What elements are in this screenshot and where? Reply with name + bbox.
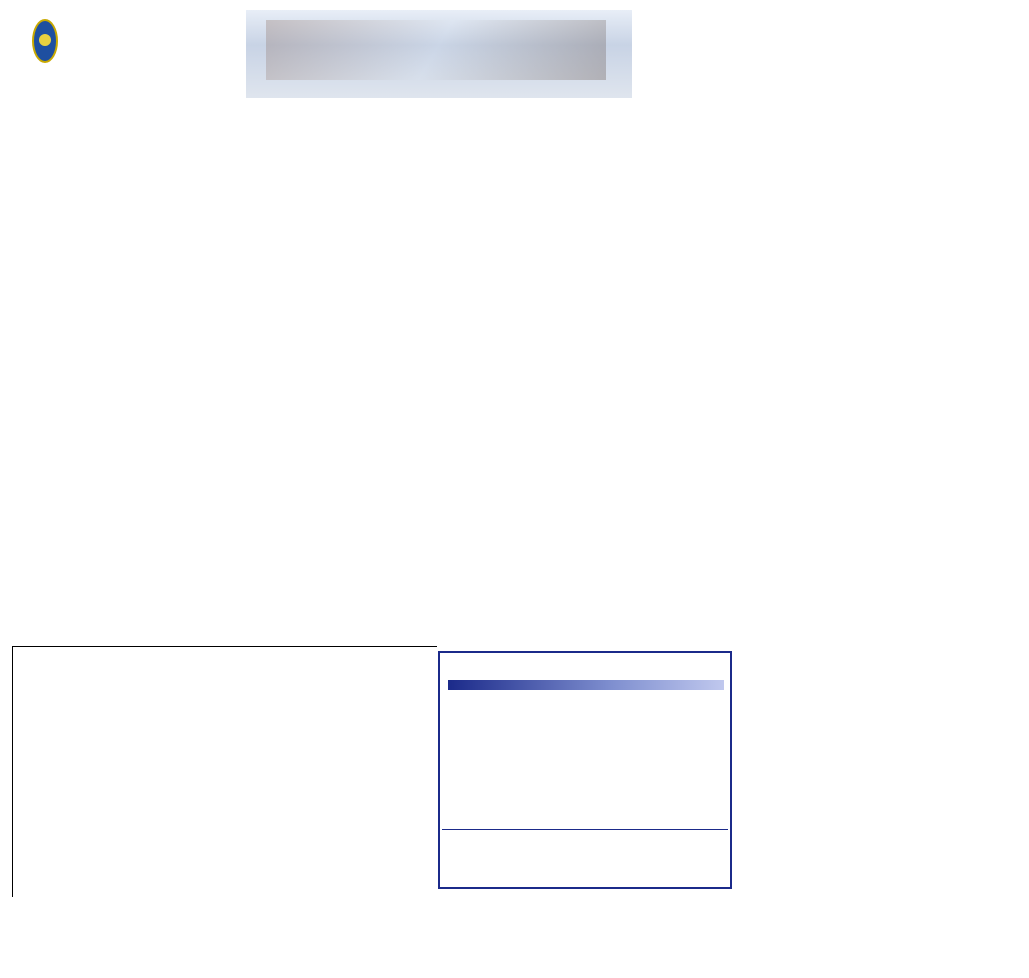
member-info-card — [438, 651, 732, 889]
xiao-panel — [12, 646, 437, 897]
card-divider — [442, 829, 728, 830]
card-header-bar — [448, 680, 724, 690]
title-banner — [246, 10, 632, 98]
site-logo[interactable] — [30, 15, 120, 70]
card-color-line — [460, 693, 486, 703]
emblem-icon — [32, 19, 58, 63]
